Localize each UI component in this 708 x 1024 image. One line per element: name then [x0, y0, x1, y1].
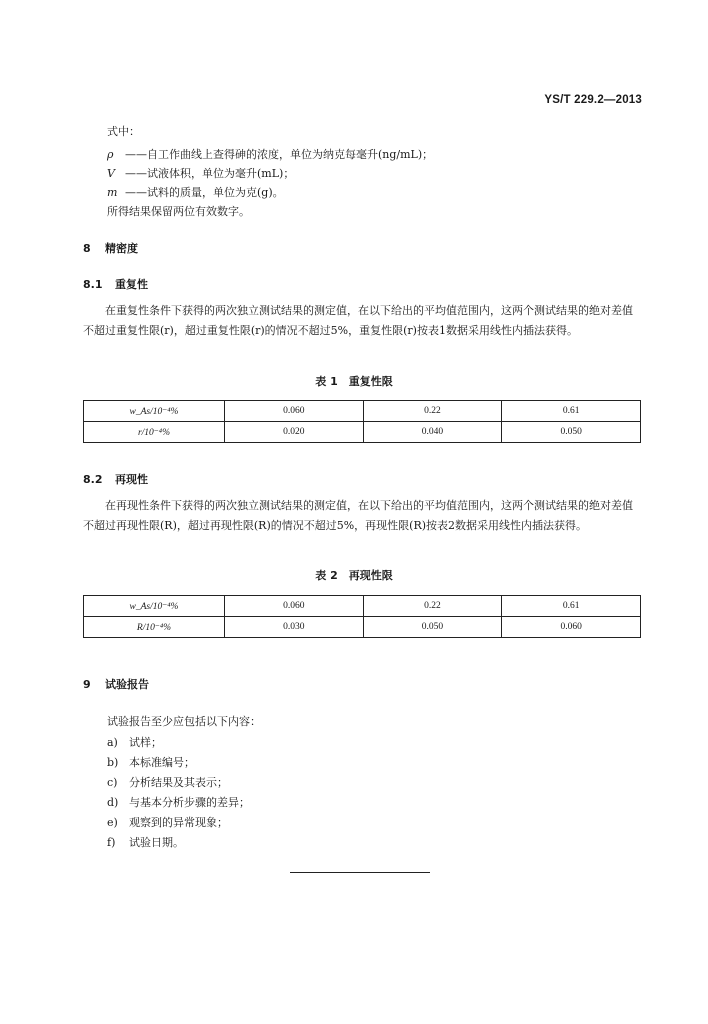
list-marker: c)	[107, 776, 118, 789]
table-cell: 0.050	[502, 422, 641, 443]
table-cell: 0.22	[363, 596, 502, 617]
reproducibility-paragraph: 在再现性条件下获得的两次独立测试结果的测定值，在以下给出的平均值范围内，这两个测试结果的绝对差值不超过再现性限(R)，超过再现性限(R)的情况不超过5%，再现性限(R)按表2数据采用线性内插法获得。	[83, 499, 633, 532]
definition-v	[107, 165, 294, 181]
table-row	[84, 422, 641, 443]
section-title: 重复性	[115, 278, 148, 291]
table-cell: 0.040	[363, 422, 502, 443]
section-number: 8.1	[83, 278, 103, 291]
table-cell: 0.050	[363, 617, 502, 638]
list-item-text: 观察到的异常现象；	[129, 816, 228, 829]
symbol-m: m	[107, 186, 118, 199]
table-cell: 0.22	[363, 401, 502, 422]
table-cell: 0.060	[225, 401, 364, 422]
list-marker: d)	[107, 796, 119, 809]
section-8-2-heading	[83, 471, 148, 487]
section-title: 精密度	[105, 242, 138, 255]
table-cell: 0.61	[502, 596, 641, 617]
list-marker: a)	[107, 736, 118, 749]
table-cell: 0.060	[502, 617, 641, 638]
definition-text: ——自工作曲线上查得砷的浓度，单位为纳克每毫升(ng/mL)；	[125, 148, 434, 161]
list-item-text: 分析结果及其表示；	[129, 776, 228, 789]
reproducibility-table	[83, 595, 641, 638]
table-2-caption: 表 2 再现性限	[315, 569, 393, 582]
list-marker: f)	[107, 836, 116, 849]
repeatability-table	[83, 400, 641, 443]
report-intro: 试验报告至少应包括以下内容：	[107, 715, 261, 728]
section-number: 8.2	[83, 473, 103, 486]
list-item	[107, 814, 228, 830]
table-header-cell: r/10⁻⁴%	[84, 422, 225, 443]
list-marker: b)	[107, 756, 119, 769]
table-cell: 0.060	[225, 596, 364, 617]
section-number: 9	[83, 678, 91, 691]
table-header-cell: w_As/10⁻⁴%	[84, 401, 225, 422]
table-cell: 0.020	[225, 422, 364, 443]
table-row	[84, 401, 641, 422]
list-item	[107, 754, 195, 770]
definition-text: ——试料的质量，单位为克(g)。	[125, 186, 284, 199]
definition-rho	[107, 146, 433, 162]
list-item	[107, 794, 250, 810]
symbol-rho: ρ	[107, 148, 114, 161]
list-item	[107, 774, 228, 790]
list-item-text: 试样；	[129, 736, 162, 749]
list-item	[107, 834, 184, 850]
table-row	[84, 617, 641, 638]
section-8-heading	[83, 240, 138, 256]
list-item-text: 本标准编号；	[129, 756, 195, 769]
section-8-1-heading	[83, 276, 148, 292]
repeatability-paragraph: 在重复性条件下获得的两次独立测试结果的测定值，在以下给出的平均值范围内，这两个测试结果的绝对差值不超过重复性限(r)，超过重复性限(r)的情况不超过5%，重复性限(r)按表1数据采用线性内插法获得。	[83, 304, 633, 337]
result-note: 所得结果保留两位有效数字。	[107, 205, 250, 218]
end-rule	[290, 872, 430, 873]
definitions-intro: 式中：	[107, 125, 140, 138]
list-marker: e)	[107, 816, 118, 829]
table-row	[84, 596, 641, 617]
table-header-cell: R/10⁻⁴%	[84, 617, 225, 638]
list-item	[107, 734, 162, 750]
definition-text: ——试液体积，单位为毫升(mL)；	[125, 167, 295, 180]
list-item-text: 试验日期。	[129, 836, 184, 849]
table-cell: 0.030	[225, 617, 364, 638]
section-number: 8	[83, 242, 91, 255]
list-item-text: 与基本分析步骤的差异；	[129, 796, 250, 809]
section-title: 再现性	[115, 473, 148, 486]
symbol-v: V	[107, 167, 115, 180]
table-1-caption: 表 1 重复性限	[315, 375, 393, 388]
table-cell: 0.61	[502, 401, 641, 422]
section-9-heading	[83, 676, 149, 692]
standard-number: YS/T 229.2—2013	[544, 94, 642, 106]
definition-m	[107, 184, 284, 200]
table-header-cell: w_As/10⁻⁴%	[84, 596, 225, 617]
section-title: 试验报告	[105, 678, 149, 691]
